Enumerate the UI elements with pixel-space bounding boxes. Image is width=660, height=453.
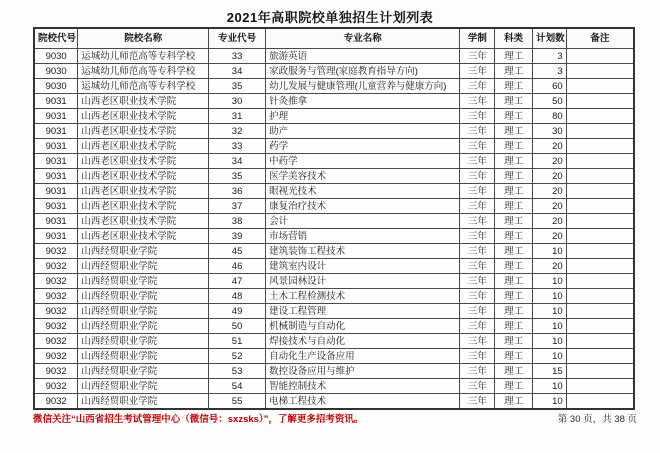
college-code-cell: 9030 bbox=[34, 64, 78, 79]
table-row bbox=[34, 214, 634, 229]
table-row bbox=[34, 79, 634, 94]
college-code-cell: 9032 bbox=[34, 319, 78, 334]
plan-count-cell: 20 bbox=[533, 214, 567, 229]
major-name-cell: 康复治疗技术 bbox=[266, 199, 460, 214]
table-row bbox=[34, 64, 634, 79]
college-name-cell: 山西经贸职业学院 bbox=[78, 334, 209, 349]
major-name-cell: 幼儿发展与健康管理(儿童营养与健康方向) bbox=[266, 79, 460, 94]
college-name-cell: 运城幼儿师范高等专科学校 bbox=[78, 79, 209, 94]
major-name-cell: 眼视光技术 bbox=[266, 184, 460, 199]
category-cell: 理工 bbox=[495, 259, 533, 274]
plan-count-cell: 10 bbox=[533, 244, 567, 259]
major-code-cell: 53 bbox=[209, 364, 266, 379]
category-cell: 理工 bbox=[495, 289, 533, 304]
major-name-cell: 助产 bbox=[266, 124, 460, 139]
table-row bbox=[34, 289, 634, 304]
college-code-cell: 9032 bbox=[34, 274, 78, 289]
duration-cell: 三年 bbox=[460, 244, 495, 259]
table-row bbox=[34, 139, 634, 154]
major-name-cell: 智能控制技术 bbox=[266, 379, 460, 394]
duration-cell: 三年 bbox=[460, 49, 495, 64]
duration-cell: 三年 bbox=[460, 109, 495, 124]
table-row bbox=[34, 49, 634, 64]
major-name-cell: 旅游英语 bbox=[266, 49, 460, 64]
plan-count-cell: 15 bbox=[533, 364, 567, 379]
category-cell: 理工 bbox=[495, 214, 533, 229]
category-cell: 理工 bbox=[495, 379, 533, 394]
college-code-cell: 9030 bbox=[34, 79, 78, 94]
major-code-cell: 31 bbox=[209, 109, 266, 124]
remarks-cell bbox=[566, 79, 634, 94]
duration-cell: 三年 bbox=[460, 259, 495, 274]
category-cell: 理工 bbox=[495, 169, 533, 184]
college-name-cell: 山西老区职业技术学院 bbox=[78, 169, 209, 184]
table-row bbox=[34, 169, 634, 184]
column-header-major-name: 专业名称 bbox=[266, 28, 460, 49]
table-row bbox=[34, 259, 634, 274]
category-cell: 理工 bbox=[495, 394, 533, 410]
major-code-cell: 34 bbox=[209, 154, 266, 169]
remarks-cell bbox=[566, 334, 634, 349]
college-code-cell: 9032 bbox=[34, 379, 78, 394]
category-cell: 理工 bbox=[495, 49, 533, 64]
table-row bbox=[34, 274, 634, 289]
major-name-cell: 会计 bbox=[266, 214, 460, 229]
column-header-duration: 学制 bbox=[460, 28, 495, 49]
remarks-cell bbox=[566, 379, 634, 394]
duration-cell: 三年 bbox=[460, 349, 495, 364]
college-name-cell: 山西老区职业技术学院 bbox=[78, 94, 209, 109]
plan-count-cell: 20 bbox=[533, 229, 567, 244]
plan-count-cell: 10 bbox=[533, 394, 567, 410]
category-cell: 理工 bbox=[495, 94, 533, 109]
major-name-cell: 针灸推拿 bbox=[266, 94, 460, 109]
remarks-cell bbox=[566, 64, 634, 79]
duration-cell: 三年 bbox=[460, 214, 495, 229]
plan-count-cell: 10 bbox=[533, 349, 567, 364]
major-code-cell: 46 bbox=[209, 259, 266, 274]
remarks-cell bbox=[566, 214, 634, 229]
major-code-cell: 47 bbox=[209, 274, 266, 289]
plan-count-cell: 20 bbox=[533, 154, 567, 169]
remarks-cell bbox=[566, 244, 634, 259]
table-row bbox=[34, 394, 634, 410]
duration-cell: 三年 bbox=[460, 169, 495, 184]
column-header-college-name: 院校名称 bbox=[78, 28, 209, 49]
table-row bbox=[34, 364, 634, 379]
remarks-cell bbox=[566, 94, 634, 109]
college-code-cell: 9032 bbox=[34, 304, 78, 319]
major-name-cell: 建筑室内设计 bbox=[266, 259, 460, 274]
page-footer bbox=[33, 411, 637, 425]
plan-count-cell: 30 bbox=[533, 124, 567, 139]
category-cell: 理工 bbox=[495, 304, 533, 319]
duration-cell: 三年 bbox=[460, 274, 495, 289]
table-row bbox=[34, 124, 634, 139]
remarks-cell bbox=[566, 184, 634, 199]
duration-cell: 三年 bbox=[460, 79, 495, 94]
remarks-cell bbox=[566, 139, 634, 154]
college-name-cell: 山西经贸职业学院 bbox=[78, 244, 209, 259]
college-code-cell: 9031 bbox=[34, 109, 78, 124]
table-row bbox=[34, 199, 634, 214]
college-name-cell: 山西老区职业技术学院 bbox=[78, 214, 209, 229]
duration-cell: 三年 bbox=[460, 289, 495, 304]
category-cell: 理工 bbox=[495, 79, 533, 94]
college-name-cell: 山西老区职业技术学院 bbox=[78, 109, 209, 124]
plan-count-cell: 20 bbox=[533, 139, 567, 154]
major-code-cell: 50 bbox=[209, 319, 266, 334]
duration-cell: 三年 bbox=[460, 394, 495, 410]
category-cell: 理工 bbox=[495, 319, 533, 334]
category-cell: 理工 bbox=[495, 139, 533, 154]
plan-count-cell: 10 bbox=[533, 379, 567, 394]
college-code-cell: 9032 bbox=[34, 259, 78, 274]
college-name-cell: 运城幼儿师范高等专科学校 bbox=[78, 49, 209, 64]
major-name-cell: 自动化生产设备应用 bbox=[266, 349, 460, 364]
college-name-cell: 山西经贸职业学院 bbox=[78, 364, 209, 379]
category-cell: 理工 bbox=[495, 334, 533, 349]
remarks-cell bbox=[566, 289, 634, 304]
plan-count-cell: 20 bbox=[533, 169, 567, 184]
major-code-cell: 39 bbox=[209, 229, 266, 244]
college-name-cell: 山西经贸职业学院 bbox=[78, 379, 209, 394]
major-code-cell: 49 bbox=[209, 304, 266, 319]
category-cell: 理工 bbox=[495, 109, 533, 124]
college-name-cell: 山西经贸职业学院 bbox=[78, 319, 209, 334]
college-code-cell: 9031 bbox=[34, 199, 78, 214]
plan-count-cell: 10 bbox=[533, 304, 567, 319]
duration-cell: 三年 bbox=[460, 334, 495, 349]
remarks-cell bbox=[566, 349, 634, 364]
major-name-cell: 建设工程管理 bbox=[266, 304, 460, 319]
major-code-cell: 48 bbox=[209, 289, 266, 304]
plan-count-cell: 10 bbox=[533, 319, 567, 334]
remarks-cell bbox=[566, 49, 634, 64]
category-cell: 理工 bbox=[495, 349, 533, 364]
college-code-cell: 9032 bbox=[34, 244, 78, 259]
category-cell: 理工 bbox=[495, 229, 533, 244]
remarks-cell bbox=[566, 274, 634, 289]
college-name-cell: 山西老区职业技术学院 bbox=[78, 199, 209, 214]
table-row bbox=[34, 319, 634, 334]
duration-cell: 三年 bbox=[460, 124, 495, 139]
major-code-cell: 51 bbox=[209, 334, 266, 349]
college-code-cell: 9031 bbox=[34, 169, 78, 184]
remarks-cell bbox=[566, 364, 634, 379]
college-code-cell: 9032 bbox=[34, 334, 78, 349]
category-cell: 理工 bbox=[495, 244, 533, 259]
major-name-cell: 焊接技术与自动化 bbox=[266, 334, 460, 349]
college-name-cell: 山西老区职业技术学院 bbox=[78, 154, 209, 169]
college-name-cell: 山西经贸职业学院 bbox=[78, 349, 209, 364]
column-header-category: 科类 bbox=[495, 28, 533, 49]
college-code-cell: 9031 bbox=[34, 154, 78, 169]
college-code-cell: 9032 bbox=[34, 364, 78, 379]
major-code-cell: 52 bbox=[209, 349, 266, 364]
table-row bbox=[34, 184, 634, 199]
duration-cell: 三年 bbox=[460, 94, 495, 109]
major-code-cell: 32 bbox=[209, 124, 266, 139]
college-name-cell: 山西经贸职业学院 bbox=[78, 304, 209, 319]
table-header-row bbox=[34, 28, 634, 49]
college-code-cell: 9032 bbox=[34, 349, 78, 364]
remarks-cell bbox=[566, 124, 634, 139]
wechat-notice-text: 微信关注“山西省招生考试管理中心（微信号：sxzsks）”，了解更多招考资讯。 bbox=[33, 414, 364, 425]
college-name-cell: 运城幼儿师范高等专科学校 bbox=[78, 64, 209, 79]
plan-count-cell: 60 bbox=[533, 79, 567, 94]
duration-cell: 三年 bbox=[460, 229, 495, 244]
college-name-cell: 山西经贸职业学院 bbox=[78, 289, 209, 304]
major-code-cell: 37 bbox=[209, 199, 266, 214]
remarks-cell bbox=[566, 304, 634, 319]
duration-cell: 三年 bbox=[460, 154, 495, 169]
college-name-cell: 山西老区职业技术学院 bbox=[78, 229, 209, 244]
college-name-cell: 山西经贸职业学院 bbox=[78, 259, 209, 274]
duration-cell: 三年 bbox=[460, 319, 495, 334]
major-code-cell: 36 bbox=[209, 184, 266, 199]
major-code-cell: 34 bbox=[209, 64, 266, 79]
college-code-cell: 9031 bbox=[34, 229, 78, 244]
table-row bbox=[34, 379, 634, 394]
page-number-text: 第 30 页，共 38 页 bbox=[557, 414, 637, 425]
duration-cell: 三年 bbox=[460, 139, 495, 154]
remarks-cell bbox=[566, 199, 634, 214]
college-code-cell: 9031 bbox=[34, 184, 78, 199]
major-code-cell: 54 bbox=[209, 379, 266, 394]
table-body bbox=[34, 49, 634, 410]
duration-cell: 三年 bbox=[460, 379, 495, 394]
remarks-cell bbox=[566, 229, 634, 244]
remarks-cell bbox=[566, 319, 634, 334]
major-name-cell: 风景园林设计 bbox=[266, 274, 460, 289]
remarks-cell bbox=[566, 394, 634, 410]
plan-count-cell: 20 bbox=[533, 199, 567, 214]
major-code-cell: 33 bbox=[209, 139, 266, 154]
college-code-cell: 9031 bbox=[34, 214, 78, 229]
duration-cell: 三年 bbox=[460, 184, 495, 199]
major-code-cell: 30 bbox=[209, 94, 266, 109]
duration-cell: 三年 bbox=[460, 304, 495, 319]
plan-count-cell: 80 bbox=[533, 109, 567, 124]
column-header-college-code: 院校代号 bbox=[34, 28, 78, 49]
table-row bbox=[34, 304, 634, 319]
category-cell: 理工 bbox=[495, 124, 533, 139]
category-cell: 理工 bbox=[495, 199, 533, 214]
duration-cell: 三年 bbox=[460, 199, 495, 214]
major-name-cell: 建筑装饰工程技术 bbox=[266, 244, 460, 259]
major-name-cell: 电梯工程技术 bbox=[266, 394, 460, 410]
major-code-cell: 35 bbox=[209, 79, 266, 94]
college-name-cell: 山西经贸职业学院 bbox=[78, 394, 209, 410]
plan-count-cell: 10 bbox=[533, 289, 567, 304]
major-name-cell: 药学 bbox=[266, 139, 460, 154]
plan-count-cell: 10 bbox=[533, 334, 567, 349]
major-code-cell: 45 bbox=[209, 244, 266, 259]
column-header-major-code: 专业代号 bbox=[209, 28, 266, 49]
page-title: 2021年高职院校单独招生计划列表 bbox=[226, 10, 434, 25]
major-name-cell: 家政服务与管理(家庭教育指导方向) bbox=[266, 64, 460, 79]
college-code-cell: 9032 bbox=[34, 289, 78, 304]
major-code-cell: 38 bbox=[209, 214, 266, 229]
category-cell: 理工 bbox=[495, 184, 533, 199]
category-cell: 理工 bbox=[495, 364, 533, 379]
major-name-cell: 医学美容技术 bbox=[266, 169, 460, 184]
duration-cell: 三年 bbox=[460, 64, 495, 79]
category-cell: 理工 bbox=[495, 64, 533, 79]
remarks-cell bbox=[566, 154, 634, 169]
table-row bbox=[34, 154, 634, 169]
column-header-plan-count: 计划数 bbox=[533, 28, 567, 49]
major-name-cell: 机械制造与自动化 bbox=[266, 319, 460, 334]
plan-count-cell: 50 bbox=[533, 94, 567, 109]
college-name-cell: 山西老区职业技术学院 bbox=[78, 184, 209, 199]
plan-count-cell: 10 bbox=[533, 274, 567, 289]
remarks-cell bbox=[566, 109, 634, 124]
table-row bbox=[34, 229, 634, 244]
major-name-cell: 中药学 bbox=[266, 154, 460, 169]
major-code-cell: 35 bbox=[209, 169, 266, 184]
table-row bbox=[34, 94, 634, 109]
plan-count-cell: 3 bbox=[533, 49, 567, 64]
college-name-cell: 山西经贸职业学院 bbox=[78, 274, 209, 289]
college-code-cell: 9030 bbox=[34, 49, 78, 64]
category-cell: 理工 bbox=[495, 274, 533, 289]
enrollment-plan-table bbox=[33, 27, 635, 410]
remarks-cell bbox=[566, 169, 634, 184]
major-name-cell: 土木工程检测技术 bbox=[266, 289, 460, 304]
college-name-cell: 山西老区职业技术学院 bbox=[78, 124, 209, 139]
college-code-cell: 9031 bbox=[34, 124, 78, 139]
college-code-cell: 9032 bbox=[34, 394, 78, 410]
plan-count-cell: 20 bbox=[533, 184, 567, 199]
major-name-cell: 数控设备应用与维护 bbox=[266, 364, 460, 379]
remarks-cell bbox=[566, 259, 634, 274]
major-name-cell: 护理 bbox=[266, 109, 460, 124]
table-row bbox=[34, 244, 634, 259]
major-name-cell: 市场营销 bbox=[266, 229, 460, 244]
duration-cell: 三年 bbox=[460, 364, 495, 379]
college-code-cell: 9031 bbox=[34, 94, 78, 109]
college-code-cell: 9031 bbox=[34, 139, 78, 154]
major-code-cell: 55 bbox=[209, 394, 266, 410]
table-row bbox=[34, 109, 634, 124]
college-name-cell: 山西老区职业技术学院 bbox=[78, 139, 209, 154]
plan-count-cell: 20 bbox=[533, 259, 567, 274]
table-row bbox=[34, 334, 634, 349]
plan-count-cell: 3 bbox=[533, 64, 567, 79]
major-code-cell: 33 bbox=[209, 49, 266, 64]
table-row bbox=[34, 349, 634, 364]
category-cell: 理工 bbox=[495, 154, 533, 169]
column-header-remarks: 备注 bbox=[566, 28, 634, 49]
